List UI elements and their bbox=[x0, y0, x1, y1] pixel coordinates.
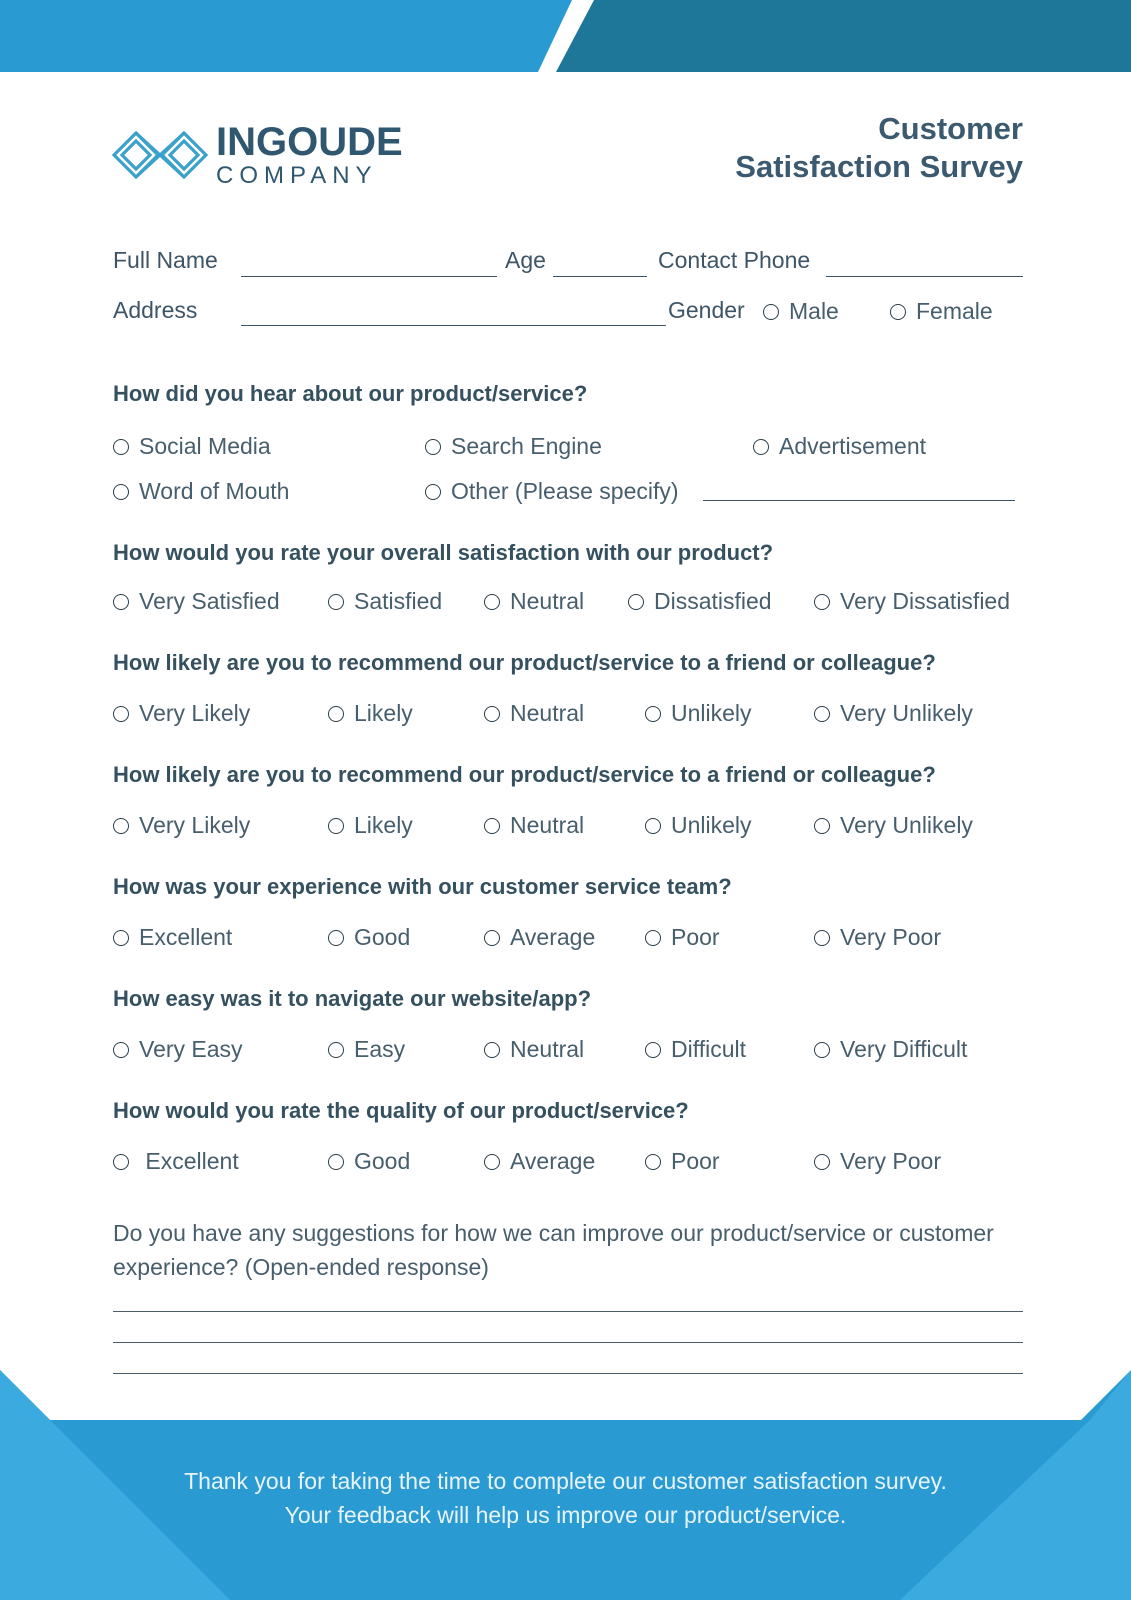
q2-option[interactable] bbox=[814, 588, 1010, 615]
interlocking-diamonds-icon bbox=[112, 120, 208, 190]
option-label: Unlikely bbox=[671, 812, 752, 838]
q7-option[interactable] bbox=[645, 1148, 720, 1175]
q4-option[interactable] bbox=[113, 812, 250, 839]
footer-line-1: Thank you for taking the time to complete our customer satisfaction survey. bbox=[184, 1468, 947, 1494]
radio-icon[interactable] bbox=[814, 930, 830, 946]
question-4: How likely are you to recommend our product/service to a friend or colleague? bbox=[113, 762, 936, 787]
q5-option[interactable] bbox=[484, 924, 595, 951]
q6-option[interactable] bbox=[814, 1036, 967, 1063]
q6-option[interactable] bbox=[328, 1036, 405, 1063]
answer-line-1[interactable] bbox=[113, 1311, 1023, 1312]
q1-option[interactable] bbox=[753, 433, 926, 460]
q4-option[interactable] bbox=[645, 812, 752, 839]
q6-option[interactable] bbox=[645, 1036, 746, 1063]
radio-icon[interactable] bbox=[113, 706, 129, 722]
other-specify-field[interactable] bbox=[703, 500, 1015, 501]
page-title bbox=[735, 110, 1023, 186]
radio-icon[interactable] bbox=[328, 1042, 344, 1058]
option-label: Likely bbox=[354, 700, 413, 726]
radio-icon[interactable] bbox=[113, 818, 129, 834]
radio-icon[interactable] bbox=[645, 1154, 661, 1170]
full-name-field[interactable] bbox=[241, 276, 497, 277]
radio-icon[interactable] bbox=[814, 1042, 830, 1058]
q6-option[interactable] bbox=[113, 1036, 243, 1063]
radio-icon[interactable] bbox=[328, 818, 344, 834]
q5-option[interactable] bbox=[814, 924, 941, 951]
radio-icon[interactable] bbox=[113, 484, 129, 500]
option-label: Very Difficult bbox=[840, 1036, 968, 1062]
gender-label: Gender bbox=[668, 297, 745, 323]
option-label: Poor bbox=[671, 924, 720, 950]
q4-option[interactable] bbox=[328, 812, 413, 839]
q2-option[interactable] bbox=[113, 588, 280, 615]
suggestion-prompt: Do you have any suggestions for how we can improve our product/service or customer experience? (Open-ended response) bbox=[113, 1220, 994, 1280]
q1-option[interactable] bbox=[113, 478, 289, 505]
question-3: How likely are you to recommend our product/service to a friend or colleague? bbox=[113, 650, 936, 675]
q6-option[interactable] bbox=[484, 1036, 584, 1063]
footer-line-2: Your feedback will help us improve our product/service. bbox=[284, 1502, 847, 1528]
option-label: Easy bbox=[354, 1036, 406, 1062]
question-6: How easy was it to navigate our website/app? bbox=[113, 986, 592, 1011]
address-field[interactable] bbox=[241, 325, 666, 326]
option-label: Advertisement bbox=[779, 433, 927, 459]
option-label: Average bbox=[510, 1148, 596, 1174]
option-label: Very Unlikely bbox=[840, 812, 973, 838]
radio-icon[interactable] bbox=[814, 706, 830, 722]
gender-option-female[interactable] bbox=[890, 298, 993, 325]
answer-line-2[interactable] bbox=[113, 1342, 1023, 1343]
option-label: Good bbox=[354, 1148, 411, 1174]
option-label: Social Media bbox=[139, 433, 271, 459]
q7-option[interactable] bbox=[484, 1148, 595, 1175]
question-2: How would you rate your overall satisfaction with our product? bbox=[113, 540, 774, 565]
radio-icon[interactable] bbox=[645, 1042, 661, 1058]
q4-option[interactable] bbox=[484, 812, 584, 839]
radio-icon[interactable] bbox=[763, 304, 779, 320]
logo-name: INGOUDE bbox=[216, 120, 403, 164]
option-label: Excellent bbox=[139, 924, 233, 950]
q1-option[interactable] bbox=[425, 433, 602, 460]
q5-option[interactable] bbox=[645, 924, 720, 951]
radio-icon[interactable] bbox=[484, 1154, 500, 1170]
radio-icon[interactable] bbox=[484, 594, 500, 610]
q5-option[interactable] bbox=[113, 924, 232, 951]
radio-icon[interactable] bbox=[328, 594, 344, 610]
option-label: Average bbox=[510, 924, 596, 950]
option-label: Unlikely bbox=[671, 700, 752, 726]
option-label: Very Easy bbox=[139, 1036, 243, 1062]
radio-icon[interactable] bbox=[814, 818, 830, 834]
footer-message bbox=[0, 1464, 1131, 1532]
option-label: Very Dissatisfied bbox=[840, 588, 1011, 614]
q7-option[interactable] bbox=[814, 1148, 941, 1175]
option-label: Very Satisfied bbox=[139, 588, 280, 614]
radio-icon[interactable] bbox=[113, 594, 129, 610]
q3-option[interactable] bbox=[328, 700, 413, 727]
option-label: Excellent bbox=[139, 1148, 239, 1174]
q2-option[interactable] bbox=[484, 588, 584, 615]
question-7: How would you rate the quality of our product/service? bbox=[113, 1098, 689, 1123]
option-label: Male bbox=[789, 298, 839, 324]
radio-icon[interactable] bbox=[645, 818, 661, 834]
option-label: Very Unlikely bbox=[840, 700, 973, 726]
question-1: How did you hear about our product/service? bbox=[113, 381, 588, 406]
option-label: Neutral bbox=[510, 700, 585, 726]
radio-icon[interactable] bbox=[484, 818, 500, 834]
option-label: Very Poor bbox=[840, 924, 941, 950]
radio-icon[interactable] bbox=[328, 706, 344, 722]
q2-option[interactable] bbox=[628, 588, 772, 615]
option-label: Neutral bbox=[510, 588, 585, 614]
option-label: Poor bbox=[671, 1148, 720, 1174]
gender-option-male[interactable] bbox=[763, 298, 839, 325]
q3-option[interactable] bbox=[113, 700, 250, 727]
option-label: Good bbox=[354, 924, 411, 950]
header-banner bbox=[0, 0, 1131, 72]
contact-phone-field[interactable] bbox=[826, 276, 1023, 277]
radio-icon[interactable] bbox=[425, 484, 441, 500]
q3-option[interactable] bbox=[484, 700, 584, 727]
radio-icon[interactable] bbox=[484, 706, 500, 722]
option-label: Dissatisfied bbox=[654, 588, 772, 614]
full-name-label: Full Name bbox=[113, 247, 218, 273]
option-label: Likely bbox=[354, 812, 413, 838]
option-label: Very Poor bbox=[840, 1148, 941, 1174]
q5-option[interactable] bbox=[328, 924, 410, 951]
radio-icon[interactable] bbox=[113, 1042, 129, 1058]
option-label: Neutral bbox=[510, 1036, 585, 1062]
option-label: Word of Mouth bbox=[139, 478, 290, 504]
option-label: Satisfied bbox=[354, 588, 443, 614]
option-label: Difficult bbox=[671, 1036, 746, 1062]
address-label: Address bbox=[113, 297, 198, 323]
radio-icon[interactable] bbox=[113, 930, 129, 946]
radio-icon[interactable] bbox=[328, 930, 344, 946]
age-label: Age bbox=[505, 247, 546, 273]
title-line-2: Satisfaction Survey bbox=[735, 149, 1023, 184]
q7-option[interactable] bbox=[113, 1148, 239, 1175]
q7-option[interactable] bbox=[328, 1148, 410, 1175]
radio-icon[interactable] bbox=[645, 706, 661, 722]
radio-icon[interactable] bbox=[484, 1042, 500, 1058]
radio-icon[interactable] bbox=[113, 439, 129, 455]
radio-icon[interactable] bbox=[645, 930, 661, 946]
q4-option[interactable] bbox=[814, 812, 973, 839]
q2-option[interactable] bbox=[328, 588, 442, 615]
radio-icon[interactable] bbox=[425, 439, 441, 455]
option-label: Very Likely bbox=[139, 700, 251, 726]
title-line-1: Customer bbox=[878, 111, 1023, 146]
radio-icon[interactable] bbox=[890, 304, 906, 320]
radio-icon[interactable] bbox=[814, 594, 830, 610]
question-5: How was your experience with our customer service team? bbox=[113, 874, 732, 899]
option-label: Very Likely bbox=[139, 812, 251, 838]
contact-phone-label: Contact Phone bbox=[658, 247, 811, 273]
q3-option[interactable] bbox=[814, 700, 973, 727]
age-field[interactable] bbox=[553, 276, 647, 277]
radio-icon[interactable] bbox=[753, 439, 769, 455]
option-label: Search Engine bbox=[451, 433, 602, 459]
radio-icon[interactable] bbox=[628, 594, 644, 610]
radio-icon[interactable] bbox=[814, 1154, 830, 1170]
option-label: Other (Please specify) bbox=[451, 478, 679, 504]
radio-icon[interactable] bbox=[484, 930, 500, 946]
company-logo bbox=[112, 120, 403, 190]
radio-icon[interactable] bbox=[113, 1154, 129, 1170]
option-label: Female bbox=[916, 298, 993, 324]
q1-option[interactable] bbox=[113, 433, 271, 460]
option-label: Neutral bbox=[510, 812, 585, 838]
radio-icon[interactable] bbox=[328, 1154, 344, 1170]
logo-subtitle: COMPANY bbox=[216, 162, 378, 189]
q3-option[interactable] bbox=[645, 700, 752, 727]
q1-option[interactable] bbox=[425, 478, 679, 505]
